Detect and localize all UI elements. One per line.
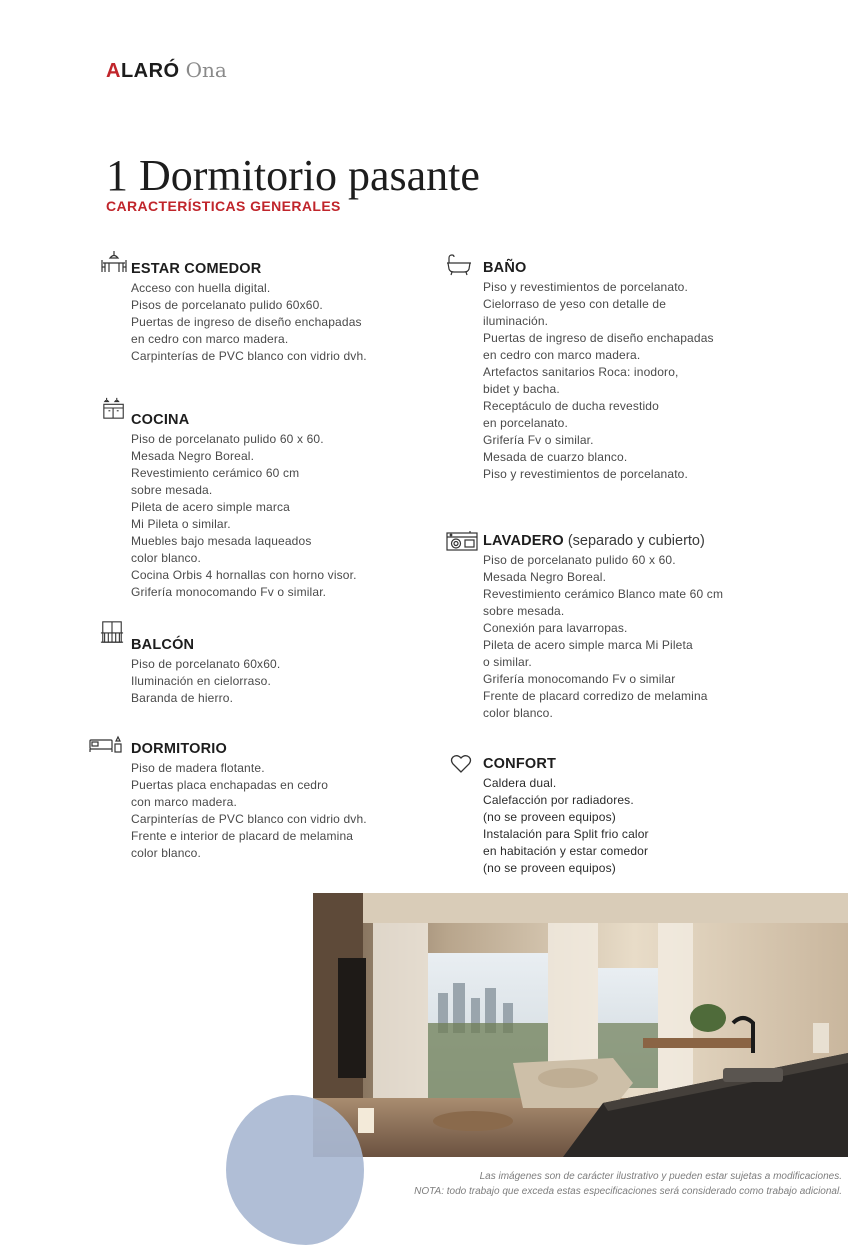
list-item: Grifería monocomando Fv o similar. <box>131 585 327 599</box>
section-title: DORMITORIO <box>131 741 227 757</box>
list-item: en habitación y estar comedor <box>483 844 649 858</box>
interior-render-photo <box>313 893 848 1157</box>
list-item: Cielorraso de yeso con detalle de <box>483 297 667 311</box>
list-item: Piso de porcelanato pulido 60 x 60. <box>483 553 676 567</box>
washing-machine-icon <box>446 530 478 552</box>
feature-list <box>131 280 367 365</box>
list-item: Puertas placa enchapadas en cedro <box>131 778 329 792</box>
section-title: ESTAR COMEDOR <box>131 261 262 277</box>
section-note: (separado y cubierto) <box>567 533 705 549</box>
list-item: Mesada Negro Boreal. <box>131 449 255 463</box>
list-item: Pisos de porcelanato pulido 60x60. <box>131 298 323 312</box>
list-item: Iluminación en cielorraso. <box>131 674 271 688</box>
list-item: Piso de madera flotante. <box>131 761 265 775</box>
list-item: Pileta de acero simple marca Mi Pileta <box>483 638 693 652</box>
list-item: iluminación. <box>483 314 549 328</box>
kitchen-icon <box>101 396 127 420</box>
bed-icon <box>88 733 124 757</box>
list-item: Frente de placard corredizo de melamina <box>483 689 708 703</box>
list-item: Carpinterías de PVC blanco con vidrio dvh. <box>131 812 367 826</box>
list-item: Grifería monocomando Fv o similar <box>483 672 676 686</box>
list-item: Revestimiento cerámico 60 cm <box>131 466 300 480</box>
section-title: CONFORT <box>483 756 557 772</box>
section-lavadero <box>483 530 723 722</box>
list-item: en porcelanato. <box>483 416 568 430</box>
list-item: sobre mesada. <box>483 604 565 618</box>
list-item: bidet y bacha. <box>483 382 560 396</box>
list-item: Acceso con huella digital. <box>131 281 271 295</box>
section-bano <box>483 257 714 483</box>
list-item: Frente e interior de placard de melamina <box>131 829 354 843</box>
section-dormitorio <box>131 738 367 862</box>
disclaimer-line: NOTA: todo trabajo que exceda estas especificaciones será considerado como trabajo adicional. <box>414 1186 842 1197</box>
list-item: Calefacción por radiadores. <box>483 793 634 807</box>
list-item: Artefactos sanitarios Roca: inodoro, <box>483 365 679 379</box>
list-item: Cocina Orbis 4 hornallas con horno visor. <box>131 568 357 582</box>
list-item: Muebles bajo mesada laqueados <box>131 534 312 548</box>
brand-logo <box>106 58 227 88</box>
list-item: o similar. <box>483 655 532 669</box>
list-item: Revestimiento cerámico Blanco mate 60 cm <box>483 587 724 601</box>
balcony-icon <box>99 620 125 644</box>
list-item: en cedro con marco madera. <box>483 348 641 362</box>
page-title: 1 Dormitorio pasante <box>106 151 480 200</box>
list-item: Piso y revestimientos de porcelanato. <box>483 280 688 294</box>
list-item: con marco madera. <box>131 795 237 809</box>
disclaimer-line: Las imágenes son de carácter ilustrativo y pueden estar sujetas a modificaciones. <box>479 1171 842 1182</box>
disclaimer <box>414 1169 842 1199</box>
feature-list <box>131 656 280 707</box>
dining-room-icon <box>101 250 127 274</box>
feature-list <box>131 760 367 862</box>
list-item: Instalación para Split frio calor <box>483 827 649 841</box>
project-name: Ona <box>185 58 227 82</box>
list-item: Grifería Fv o similar. <box>483 433 594 447</box>
list-item: Puertas de ingreso de diseño enchapadas <box>483 331 714 345</box>
page-subtitle: CARACTERÍSTICAS GENERALES <box>106 198 341 214</box>
decorative-shape <box>226 1095 364 1245</box>
feature-list <box>131 431 357 601</box>
section-title: BALCÓN <box>131 637 195 653</box>
list-item: Baranda de hierro. <box>131 691 234 705</box>
list-item: Puertas de ingreso de diseño enchapadas <box>131 315 362 329</box>
list-item: Mi Pileta o similar. <box>131 517 231 531</box>
list-item: Carpinterías de PVC blanco con vidrio dvh. <box>131 349 367 363</box>
list-item: Piso de porcelanato pulido 60 x 60. <box>131 432 324 446</box>
list-item: Receptáculo de ducha revestido <box>483 399 659 413</box>
list-item: en cedro con marco madera. <box>131 332 289 346</box>
list-item: sobre mesada. <box>131 483 213 497</box>
section-balcon <box>131 634 280 707</box>
list-item: Piso de porcelanato 60x60. <box>131 657 281 671</box>
feature-list <box>483 279 714 483</box>
list-item: Caldera dual. <box>483 776 557 790</box>
bathtub-icon <box>446 253 472 277</box>
section-title: BAÑO <box>483 260 527 276</box>
list-item: color blanco. <box>131 846 201 860</box>
heart-icon <box>450 754 472 774</box>
feature-list <box>483 552 723 722</box>
list-item: (no se proveen equipos) <box>483 810 616 824</box>
section-estar-comedor <box>131 258 367 365</box>
list-item: Piso y revestimientos de porcelanato. <box>483 467 688 481</box>
feature-list <box>483 775 649 877</box>
list-item: (no se proveen equipos) <box>483 861 616 875</box>
list-item: color blanco. <box>483 706 553 720</box>
section-title: COCINA <box>131 412 190 428</box>
list-item: Mesada Negro Boreal. <box>483 570 607 584</box>
brand-initial: A <box>106 60 121 82</box>
list-item: color blanco. <box>131 551 201 565</box>
section-title: LAVADERO <box>483 533 564 549</box>
section-cocina <box>131 409 357 601</box>
living-room-illustration <box>313 893 848 1157</box>
section-confort <box>483 753 649 877</box>
list-item: Pileta de acero simple marca <box>131 500 290 514</box>
list-item: Mesada de cuarzo blanco. <box>483 450 628 464</box>
list-item: Conexión para lavarropas. <box>483 621 628 635</box>
brand-name: ALARÓ <box>106 60 180 82</box>
